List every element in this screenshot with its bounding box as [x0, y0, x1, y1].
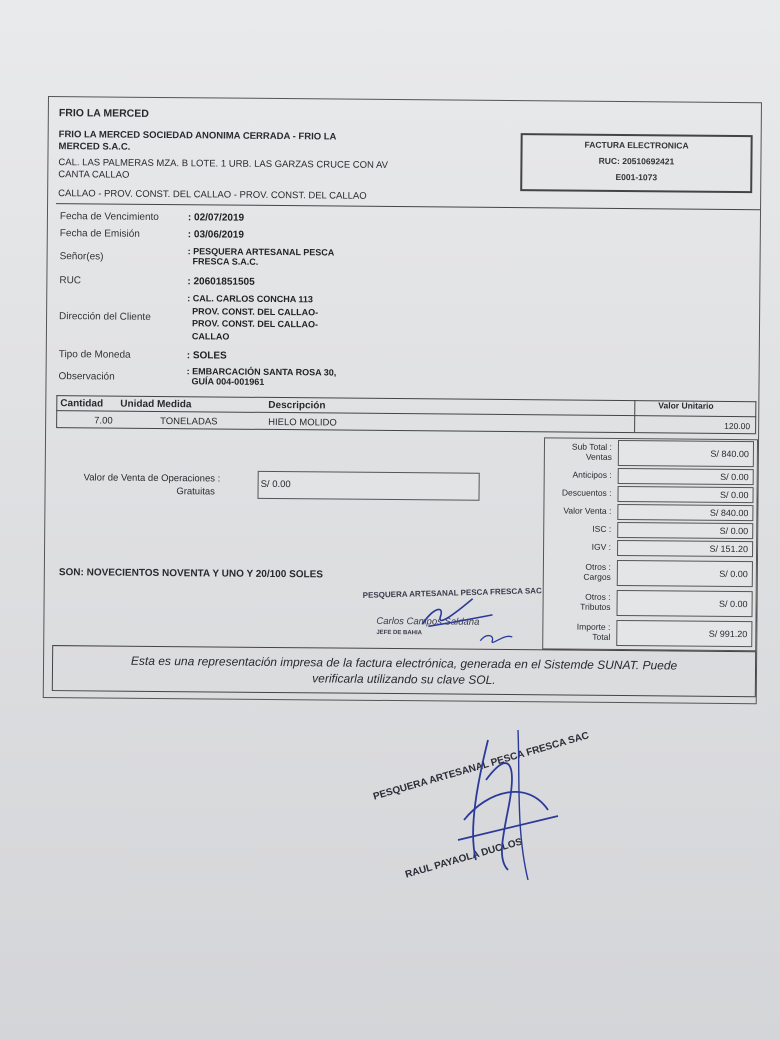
issue-date-value: : 03/06/2019 [187, 229, 245, 241]
col-unit: Unidad Medida [120, 398, 192, 411]
footer-line-2: verificarla utilizando su clave SOL. [312, 671, 496, 687]
free-ops-value-box [257, 471, 479, 501]
signature-mark [362, 588, 533, 651]
total-value-otros-tributos: S/ 0.00 [616, 590, 752, 617]
issuer-address-3: CALLAO - PROV. CONST. DEL CALLAO - PROV. CONST. DEL CALLAO [58, 188, 367, 202]
client-ruc-value: : 20601851505 [187, 276, 255, 288]
currency-value: : SOLES [186, 350, 227, 362]
row-unit-value: 120.00 [724, 420, 751, 432]
total-value-subtotal: S/ 840.00 [618, 440, 754, 467]
amount-in-words: SON: NOVECIENTOS NOVENTA Y UNO Y 20/100 SOLES [58, 567, 324, 581]
total-value-isc: S/ 0.00 [617, 522, 753, 539]
stamp-role: JEFE DE BAHIA [376, 629, 423, 637]
total-label-otros-tributos: Otros : Tributos [580, 591, 611, 612]
total-label-subtotal: Sub Total : Ventas [571, 441, 613, 462]
receiver-stamp [362, 586, 542, 651]
total-label-descuentos: Descuentos : [561, 487, 612, 498]
total-value-anticipos: S/ 0.00 [618, 468, 754, 485]
stamp-company: PESQUERA ARTESANAL PESCA FRESCA SAC [362, 586, 542, 600]
row-description: HIELO MOLIDO [268, 416, 337, 429]
observation-value: : EMBARCACIÓN SANTA ROSA 30, GUÍA 004-001961 [186, 366, 337, 387]
total-value-importe: S/ 991.20 [616, 620, 752, 647]
outside-stamp [368, 720, 598, 900]
total-label-anticipos: Anticipos : [572, 469, 612, 480]
issuer-short-name: FRIO LA MERCED [58, 107, 149, 120]
client-address-value: : CAL. CARLOS CONCHA 113 PROV. CONST. DEL CALLAO- PROV. CONST. DEL CALLAO- CALLAO [187, 293, 319, 342]
observation-label: Observación [58, 371, 115, 383]
issuer-address-1: CAL. LAS PALMERAS MZA. B LOTE. 1 URB. LAS GARZAS CRUCE CON AV [58, 157, 389, 171]
row-quantity: 7.00 [94, 415, 113, 427]
issue-date-label: Fecha de Emisión [59, 228, 140, 240]
invoice-document [43, 96, 762, 704]
row-unit: TONELADAS [160, 415, 218, 428]
total-label-valor-venta: Valor Venta : [563, 505, 612, 516]
footer-line-1: Esta es una representación impresa de la factura electrónica, generada en el Sistemde SUNAT. Puede [130, 653, 678, 673]
total-value-igv: S/ 151.20 [617, 540, 753, 557]
free-ops-label: Valor de Venta de Operaciones : Gratuitas [83, 472, 221, 498]
total-value-valor-venta: S/ 840.00 [617, 504, 753, 521]
total-label-importe: Importe : Total [576, 621, 611, 642]
total-label-isc: ISC : [592, 523, 612, 534]
doc-title: FACTURA ELECTRONICA [584, 139, 689, 151]
issuer-address-2: CANTA CALLAO [58, 169, 130, 181]
total-value-otros-cargos: S/ 0.00 [617, 560, 753, 587]
client-name-value: : PESQUERA ARTESANAL PESCA FRESCA S.A.C. [187, 246, 335, 267]
col-quantity: Cantidad [60, 398, 104, 410]
col-unit-value: Valor Unitario [658, 400, 714, 411]
outside-stamp-company: PESQUERA ARTESANAL PESCA FRESCA SAC [372, 730, 591, 803]
free-ops-value: S/ 0.00 [260, 478, 291, 491]
outside-stamp-person: RAUL PAYAOLA DUCLOS [404, 836, 524, 881]
doc-ruc: RUC: 20510692421 [598, 155, 675, 167]
footer-note [52, 645, 756, 697]
doc-number: E001-1073 [615, 171, 658, 183]
outside-signature [368, 720, 598, 900]
total-value-descuentos: S/ 0.00 [617, 486, 753, 503]
stamp-person: Carlos Campos Saldaña [376, 615, 480, 628]
issuer-legal-name-1: FRIO LA MERCED SOCIEDAD ANONIMA CERRADA - FRIO LA [58, 129, 337, 143]
total-label-igv: IGV : [591, 541, 612, 552]
due-date-value: : 02/07/2019 [187, 212, 245, 224]
currency-label: Tipo de Moneda [58, 349, 131, 361]
col-description: Descripción [268, 399, 326, 412]
issuer-legal-name-2: MERCED S.A.C. [58, 141, 131, 153]
doc-type-box [520, 133, 752, 193]
total-label-otros-cargos: Otros : Cargos [583, 561, 611, 582]
client-ruc-label: RUC [59, 275, 82, 287]
client-address-label: Dirección del Cliente [59, 311, 151, 323]
due-date-label: Fecha de Vencimiento [59, 211, 159, 223]
client-name-label: Señor(es) [59, 251, 104, 263]
header-divider [56, 203, 760, 210]
